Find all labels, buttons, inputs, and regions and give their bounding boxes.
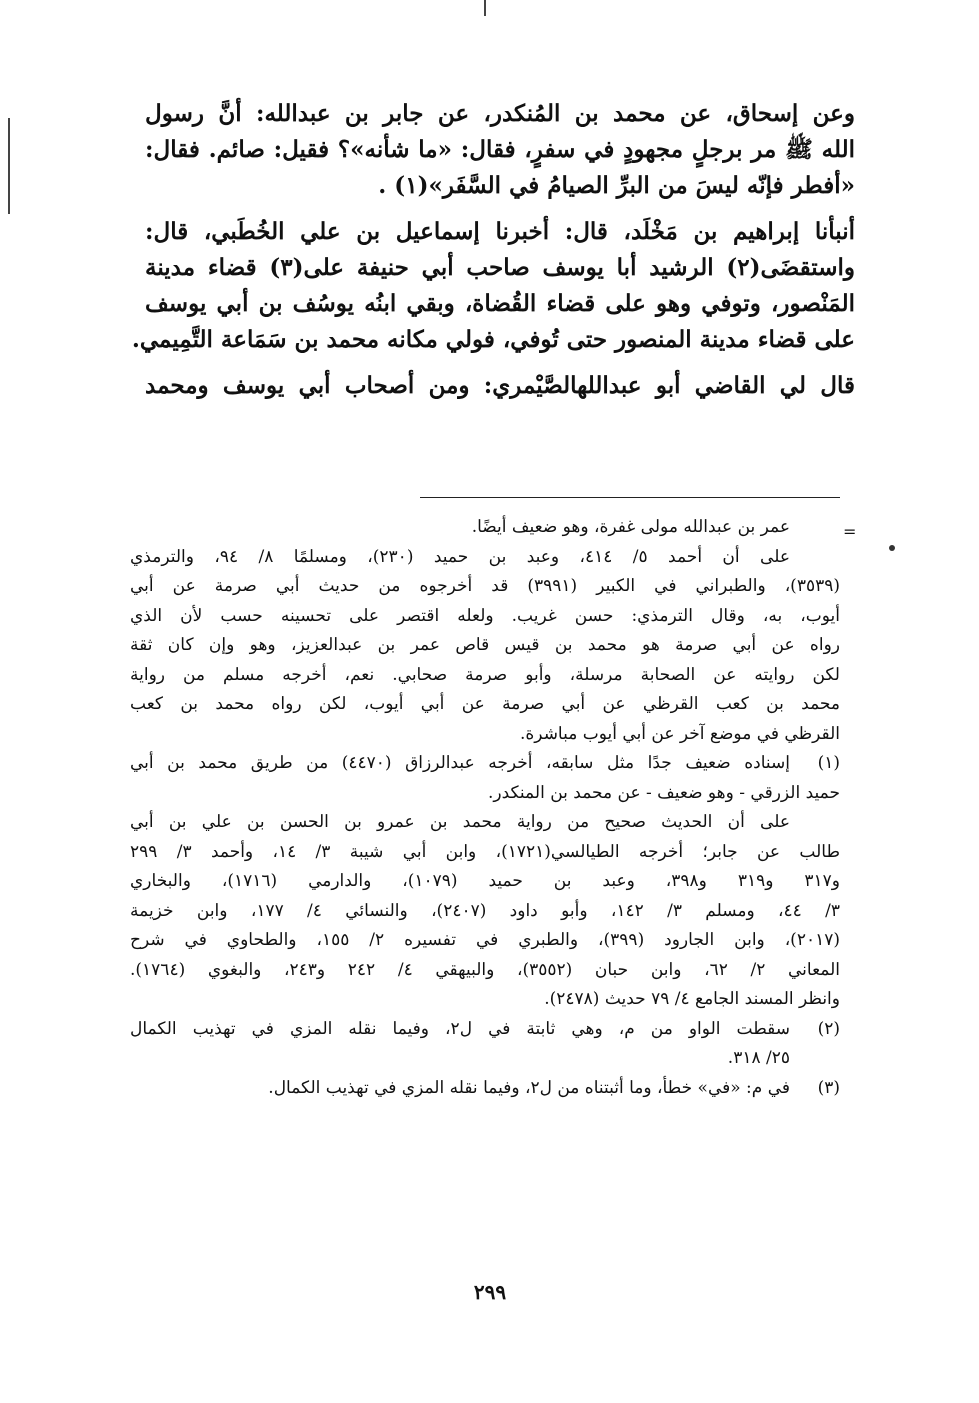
footnote-text: سقطت الواو من م، وهي ثابتة في ل٢، وفيما نقله المزي في تهذيب الكمال [130,1018,790,1039]
footnote-line: (٣٥٣٩)، والطبراني في الكبير (٣٩٩١) قد أخرجوه من حديث أبي صرمة عن أبي [130,576,840,596]
body-line: قال لي القاضي أبو عبداللهالصَّيْمري: ومن أصحاب أبي يوسف ومحمد [145,372,855,399]
footnote-2-line [130,1015,840,1045]
scan-mark-top [484,0,486,16]
body-line: وعن إسحاق، عن محمد بن المُنكدر، عن جابر بن عبدالله: أنَّ رسول [145,100,855,127]
body-line: واستقضَى(٢) الرشيد أبا يوسف صاحب أبي حنيفة على(٣) قضاء مدينة [145,254,855,281]
footnote-line: وانظر المسند الجامع ٤/ ٧٩ حديث (٢٤٧٨). [544,989,840,1009]
footnote-line: ٣/ ٤٤، ومسلم ٣/ ١٤٢، وأبو داود (٢٤٠٧)، والنسائي ٤/ ١٧٧، وابن خزيمة [130,900,840,921]
footnote-number: (٣) [817,1077,840,1098]
footnote-line: القرظي في موضع آخر عن أبي أيوب مباشرة. [520,723,840,744]
main-text [131,96,855,404]
footnote-divider [420,497,840,498]
footnote-line: لكن روايته عن الصحابة مرسلة، وأبو صرمة صحابي. نعم، أخرجه مسلم من رواية [130,664,840,685]
footnote-1-line [130,749,840,779]
footnote-number: (٢) [817,1018,840,1039]
body-line: أنبأنا إبراهيم بن مَخْلَد، قال: أخبرنا إسماعيل بن علي الخُطَبي، قال: [145,218,855,245]
footnote-line: على أن الحديث صحيح من رواية محمد بن عمرو بن الحسن بن علي بن أبي [130,812,790,832]
continuation-mark: = [843,522,857,541]
footnote-3-line [130,1074,840,1104]
footnote-line: ٢٥/ ٣١٨. [727,1048,790,1068]
page-number: ٢٩٩ [473,1280,507,1304]
footnote-text: إسناده ضعيف جدًا مثل سابقه، أخرجه عبدالرزاق (٤٤٧٠) من طريق محمد بن أبي [130,753,790,773]
body-line: المَنْصور، وتوفي وهو على قضاء القُضاة، وبقي ابنُه يوسُف بن أبي يوسف [145,290,855,317]
scan-mark-left [8,118,10,214]
scan-dot [889,545,895,551]
body-line: الله ﷺ مر برجلٍ مجهودٍ في سفرٍ، فقال: «ما شأنه»؟ فقيل: صائم. فقال: [145,136,855,163]
footnote-line: و٣١٧ و٣١٩ و٣٩٨، وعبد بن حميد (١٠٧٩)، والدارمي (١٧١٦)، والبخاري [130,871,840,891]
body-line: على قضاء مدينة المنصور حتى تُوفي، فولي مكانه محمد بن سَمَاعة التَّمِيمي. [131,326,855,353]
footnote-line: محمد بن كعب القرظي عن أبي صرمة عن أبي أيوب، لكن رواه محمد بن كعب [130,694,840,714]
footnote-line: على أن أحمد ٥/ ٤١٤، وعبد بن حميد (٢٣٠)، ومسلمًا ٨/ ٩٤، والترمذي [130,546,790,567]
footnotes [130,513,840,1103]
body-line: «أفطر فإنّه ليسَ من البرِّ الصيامُ في السَّفَر»(١) . [378,172,855,199]
footnote-line: حميد الزرقي - وهو ضعيف - عن محمد بن المنكدر. [488,782,840,803]
footnote-line: (٢٠١٧)، وابن الجارود (٣٩٩)، والطبري في تفسيره ٢/ ١٥٥، والطحاوي في شرح [130,930,840,950]
footnote-text: في م: «في» خطأ، وما أثبتناه من ل٢، وفيما نقله المزي في تهذيب الكمال. [268,1077,790,1098]
footnote-line: عمر بن عبدالله مولى غفرة، وهو ضعيف أيضًا. [471,517,790,537]
footnote-line: رواه عن أبي صرمة هو محمد بن قيس قاص عمر بن عبدالعزيز، وهو وإن كان ثقة [130,635,840,655]
footnote-line: المعاني ٢/ ٦٢، وابن حبان (٣٥٥٢)، والبيهقي ٤/ ٢٤٢ و٢٤٣، والبغوي (١٧٦٤). [130,959,840,980]
footnote-line: أيوب، به، وقال الترمذي: حسن غريب. ولعله اقتصر على تحسينه حسب لأن الذي [130,605,840,626]
footnote-line: طالب عن جابر؛ أخرجه الطيالسي(١٧٢١)، وابن أبي شيبة ٣/ ١٤، وأحمد ٣/ ٢٩٩ [130,841,840,862]
footnote-number: (١) [817,753,840,773]
